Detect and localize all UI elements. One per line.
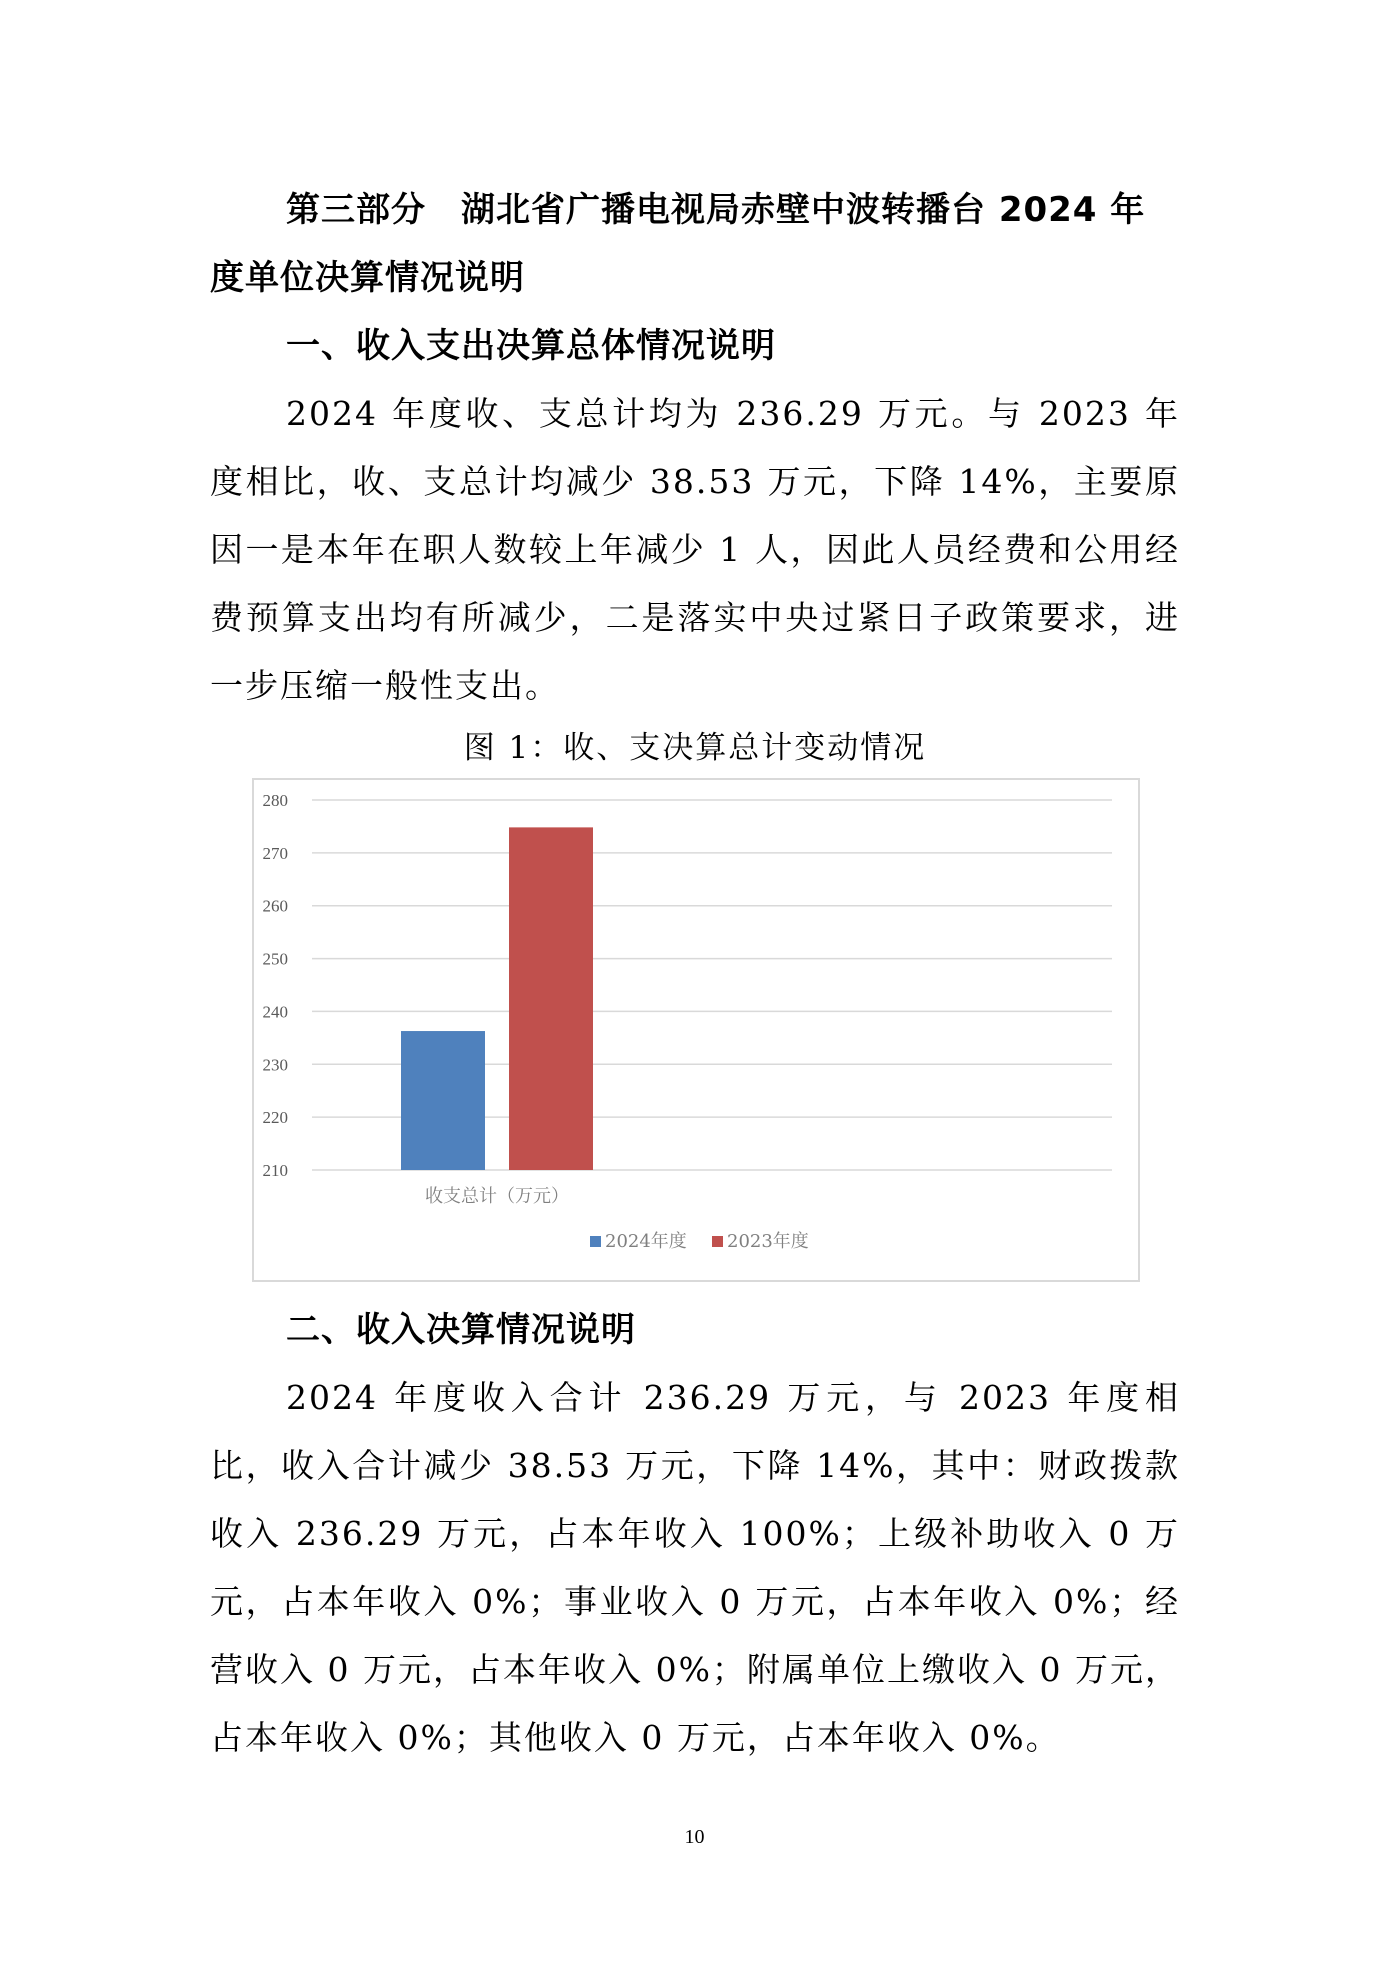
section-2-heading: 二、收入决算情况说明	[286, 1310, 636, 1350]
y-tick-label: 230	[262, 1055, 288, 1075]
bar-2023年度	[509, 827, 593, 1170]
section-1-paragraph: 2024 年度收、支总计均为 236.29 万元。与 2023 年度相比，收、支总计均减少 38.53 万元，下降 14%，主要原因一是本年在职人数较上年减少 1 人，因此人员经费和公用经费预算支出均有所减少，二是落实中央过紧日子政策要求，进一步压缩一般性支出。	[210, 394, 1180, 705]
y-tick-label: 210	[262, 1161, 288, 1180]
bar-chart	[254, 780, 1138, 1280]
bar-2024年度	[401, 1031, 485, 1170]
y-tick-label: 260	[262, 896, 288, 916]
legend-swatch	[712, 1236, 723, 1247]
y-tick-label: 240	[262, 1002, 288, 1022]
legend-label: 2024年度	[605, 1231, 687, 1252]
legend-label: 2023年度	[727, 1231, 809, 1252]
section-2-paragraph: 2024 年度收入合计 236.29 万元，与 2023 年度相比，收入合计减少 38.53 万元，下降 14%，其中：财政拨款收入 236.29 万元，占本年收入 100%；上级补助收入 0 万元，占本年收入 0%；事业收入 0 万元，占本年收入 0%；经营收入 0 万元，占本年收入 0%；附属单位上缴收入 0 万元，占本年收入 0%；其他收入 0 万元，占本年收入 0%。	[210, 1378, 1180, 1757]
y-tick-label: 270	[262, 843, 288, 863]
y-tick-label: 280	[262, 791, 288, 810]
legend-swatch	[590, 1236, 601, 1247]
x-category-label: 收支总计（万元）	[425, 1186, 569, 1207]
document-title: 第三部分 湖北省广播电视局赤壁中波转播台 2024 年度单位决算情况说明	[210, 190, 1146, 298]
figure-caption: 图 1：收、支决算总计变动情况	[463, 730, 927, 766]
chart-frame	[252, 778, 1140, 1282]
y-tick-label: 250	[262, 949, 288, 969]
section-1-heading: 一、收入支出决算总体情况说明	[286, 326, 776, 366]
page-number: 10	[684, 1826, 705, 1848]
y-tick-label: 220	[262, 1108, 288, 1128]
